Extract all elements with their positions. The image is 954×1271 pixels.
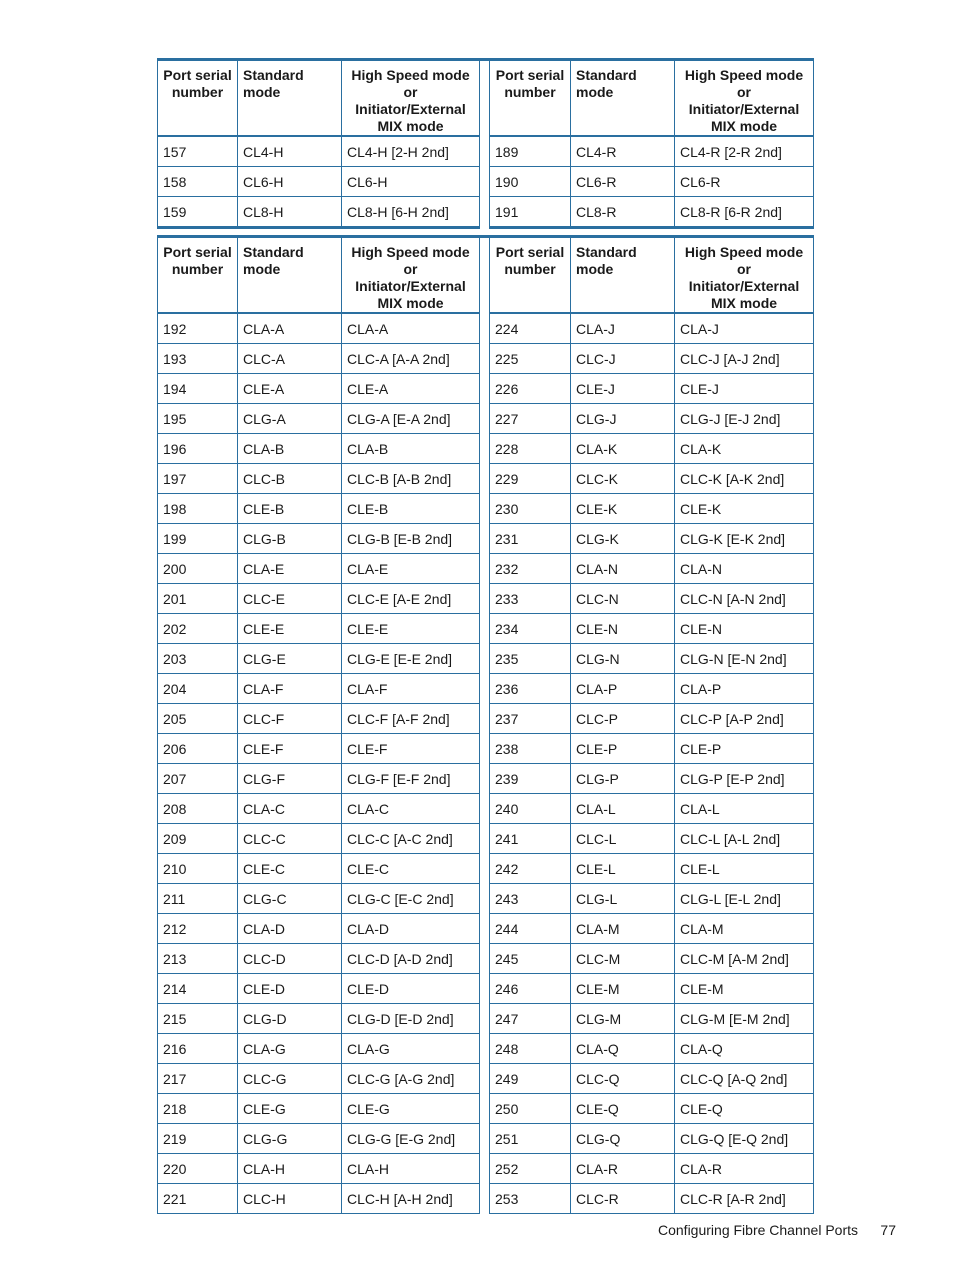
table-cell: CLE-B xyxy=(342,494,480,524)
table-cell: CLC-A xyxy=(238,344,342,374)
header-high-speed-mode: High Speed mode or Initiator/External MIX mode xyxy=(675,60,814,137)
table-cell: CLG-M [E-M 2nd] xyxy=(675,1004,814,1034)
table-row xyxy=(158,614,814,644)
table-cell: CLC-R xyxy=(571,1184,675,1214)
table-row xyxy=(158,1064,814,1094)
table-row xyxy=(158,764,814,794)
table-cell: CLE-L xyxy=(675,854,814,884)
table-cell: 249 xyxy=(490,1064,571,1094)
table-cell: CLC-M [A-M 2nd] xyxy=(675,944,814,974)
table-cell: CLE-N xyxy=(675,614,814,644)
table-cell: 237 xyxy=(490,704,571,734)
table-cell: CLG-B [E-B 2nd] xyxy=(342,524,480,554)
table-cell: 244 xyxy=(490,914,571,944)
table-cell: CLE-E xyxy=(342,614,480,644)
table-cell: CLE-C xyxy=(342,854,480,884)
table-cell: CLA-A xyxy=(342,313,480,344)
table-cell: 211 xyxy=(158,884,238,914)
table-cell: CLA-B xyxy=(342,434,480,464)
table-cell: CLG-G xyxy=(238,1124,342,1154)
table-cell: CLC-E xyxy=(238,584,342,614)
table-cell: 204 xyxy=(158,674,238,704)
table-cell: 248 xyxy=(490,1034,571,1064)
table-cell: CLA-R xyxy=(675,1154,814,1184)
table-cell: CLG-K [E-K 2nd] xyxy=(675,524,814,554)
table-cell: CLA-J xyxy=(675,313,814,344)
table-cell: CL8-R xyxy=(571,197,675,228)
table-cell: CLC-A [A-A 2nd] xyxy=(342,344,480,374)
table-cell: CLE-A xyxy=(342,374,480,404)
table-cell: 246 xyxy=(490,974,571,1004)
table-row xyxy=(158,1184,814,1214)
table-row xyxy=(158,824,814,854)
table-cell: CLE-G xyxy=(238,1094,342,1124)
table-row xyxy=(158,854,814,884)
table-cell: 213 xyxy=(158,944,238,974)
table-cell: CLC-G xyxy=(238,1064,342,1094)
table-cell: CLG-N [E-N 2nd] xyxy=(675,644,814,674)
table-cell: CLC-B xyxy=(238,464,342,494)
table-cell: 158 xyxy=(158,167,238,197)
table-cell: 231 xyxy=(490,524,571,554)
table-cell: CLG-B xyxy=(238,524,342,554)
table-cell: CLG-E [E-E 2nd] xyxy=(342,644,480,674)
table-cell: CLE-D xyxy=(342,974,480,1004)
table-cell: CLA-N xyxy=(675,554,814,584)
table-cell: CLA-Q xyxy=(675,1034,814,1064)
table-cell: CLA-C xyxy=(342,794,480,824)
table-cell: CLE-K xyxy=(571,494,675,524)
header-high-speed-mode: High Speed mode or Initiator/External MIX mode xyxy=(342,60,480,137)
table-row xyxy=(158,1004,814,1034)
table-cell: 190 xyxy=(490,167,571,197)
table-row xyxy=(158,914,814,944)
table-cell: CLG-D [E-D 2nd] xyxy=(342,1004,480,1034)
table-cell: CLE-M xyxy=(571,974,675,1004)
table-cell: CLE-A xyxy=(238,374,342,404)
table-cell: CLC-F [A-F 2nd] xyxy=(342,704,480,734)
table-cell: CLG-A xyxy=(238,404,342,434)
table-cell: CLA-G xyxy=(342,1034,480,1064)
table-cell: CLE-F xyxy=(342,734,480,764)
table-cell: CLG-E xyxy=(238,644,342,674)
footer-title: Configuring Fibre Channel Ports xyxy=(658,1222,858,1238)
table-cell: 245 xyxy=(490,944,571,974)
table-cell: 201 xyxy=(158,584,238,614)
table-cell: 224 xyxy=(490,313,571,344)
table-cell: CLC-C [A-C 2nd] xyxy=(342,824,480,854)
table-cell: 240 xyxy=(490,794,571,824)
table-cell: CLE-J xyxy=(571,374,675,404)
table-cell: CLC-P [A-P 2nd] xyxy=(675,704,814,734)
table-cell: CLA-A xyxy=(238,313,342,344)
table-cell: 233 xyxy=(490,584,571,614)
table-cell: 210 xyxy=(158,854,238,884)
table-cell: CLA-M xyxy=(571,914,675,944)
page-footer xyxy=(0,1222,954,1242)
table-cell: CLG-C xyxy=(238,884,342,914)
header-port-serial: Port serial number xyxy=(158,237,238,314)
table-cell: CLA-F xyxy=(238,674,342,704)
table-cell: CLA-M xyxy=(675,914,814,944)
table-cell: CLG-F xyxy=(238,764,342,794)
table-cell: 226 xyxy=(490,374,571,404)
table-cell: CLC-K [A-K 2nd] xyxy=(675,464,814,494)
table-cell: CLC-H [A-H 2nd] xyxy=(342,1184,480,1214)
table-cell: 159 xyxy=(158,197,238,228)
table-cell: 227 xyxy=(490,404,571,434)
table-cell: 214 xyxy=(158,974,238,1004)
table-cell: CLC-R [A-R 2nd] xyxy=(675,1184,814,1214)
table-cell: CLC-Q [A-Q 2nd] xyxy=(675,1064,814,1094)
table-cell: 225 xyxy=(490,344,571,374)
table-cell: CLA-P xyxy=(675,674,814,704)
table-cell: 239 xyxy=(490,764,571,794)
table-row xyxy=(158,313,814,344)
table-cell: CLA-J xyxy=(571,313,675,344)
table-cell: CL6-R xyxy=(571,167,675,197)
table-cell: CLC-Q xyxy=(571,1064,675,1094)
table-cell: CLC-D [A-D 2nd] xyxy=(342,944,480,974)
table-cell: 235 xyxy=(490,644,571,674)
header-high-speed-mode: High Speed mode or Initiator/External MIX mode xyxy=(675,237,814,314)
table-cell: 193 xyxy=(158,344,238,374)
table-cell: 196 xyxy=(158,434,238,464)
header-standard-mode: Standard mode xyxy=(238,60,342,137)
table-row xyxy=(158,734,814,764)
table-cell: CL8-R [6-R 2nd] xyxy=(675,197,814,228)
table-cell: 192 xyxy=(158,313,238,344)
table-cell: 194 xyxy=(158,374,238,404)
table-cell: CLA-H xyxy=(238,1154,342,1184)
table-cell: CLA-P xyxy=(571,674,675,704)
table-cell: CLC-K xyxy=(571,464,675,494)
table-cell: CLG-G [E-G 2nd] xyxy=(342,1124,480,1154)
table-row xyxy=(158,974,814,1004)
table-cell: CLC-H xyxy=(238,1184,342,1214)
table-row xyxy=(158,1154,814,1184)
table-row xyxy=(158,704,814,734)
table-cell: 229 xyxy=(490,464,571,494)
table-cell: 212 xyxy=(158,914,238,944)
table-cell: 197 xyxy=(158,464,238,494)
table-cell: CL4-R xyxy=(571,136,675,167)
table-cell: CLC-F xyxy=(238,704,342,734)
table-cell: CLC-M xyxy=(571,944,675,974)
table-cell: CLG-L [E-L 2nd] xyxy=(675,884,814,914)
header-port-serial: Port serial number xyxy=(158,60,238,137)
table-row xyxy=(158,434,814,464)
table-cell: CLC-J [A-J 2nd] xyxy=(675,344,814,374)
table-cell: CLA-C xyxy=(238,794,342,824)
table-row xyxy=(158,1034,814,1064)
table-cell: 230 xyxy=(490,494,571,524)
table-cell: CLG-P [E-P 2nd] xyxy=(675,764,814,794)
table-cell: CL4-H [2-H 2nd] xyxy=(342,136,480,167)
table-row xyxy=(158,494,814,524)
table-cell: CLC-P xyxy=(571,704,675,734)
table-cell: CLE-G xyxy=(342,1094,480,1124)
table-cell: 216 xyxy=(158,1034,238,1064)
table-cell: CLC-D xyxy=(238,944,342,974)
table-row xyxy=(158,944,814,974)
table-cell: 251 xyxy=(490,1124,571,1154)
table-row xyxy=(158,644,814,674)
table-cell: CLA-D xyxy=(342,914,480,944)
port-table-2 xyxy=(157,235,814,1214)
table-row xyxy=(158,404,814,434)
table-cell: 191 xyxy=(490,197,571,228)
table-cell: CLE-N xyxy=(571,614,675,644)
table-cell: 247 xyxy=(490,1004,571,1034)
table-cell: 198 xyxy=(158,494,238,524)
table-cell: 243 xyxy=(490,884,571,914)
table-cell: CLA-B xyxy=(238,434,342,464)
header-standard-mode: Standard mode xyxy=(571,237,675,314)
header-standard-mode: Standard mode xyxy=(571,60,675,137)
table-cell: 209 xyxy=(158,824,238,854)
table-cell: 234 xyxy=(490,614,571,644)
table-row xyxy=(158,464,814,494)
table-cell: CLG-M xyxy=(571,1004,675,1034)
table-cell: CLE-P xyxy=(571,734,675,764)
table-cell: CLA-L xyxy=(571,794,675,824)
table-cell: CLG-L xyxy=(571,884,675,914)
table-cell: CLA-D xyxy=(238,914,342,944)
table-cell: CLG-A [E-A 2nd] xyxy=(342,404,480,434)
table-cell: CLA-K xyxy=(571,434,675,464)
table-row xyxy=(158,374,814,404)
table-cell: 253 xyxy=(490,1184,571,1214)
table-cell: 220 xyxy=(158,1154,238,1184)
table-cell: 208 xyxy=(158,794,238,824)
table-cell: CLA-E xyxy=(238,554,342,584)
table-cell: CLG-D xyxy=(238,1004,342,1034)
table-cell: 250 xyxy=(490,1094,571,1124)
table-cell: 195 xyxy=(158,404,238,434)
table-cell: CLA-F xyxy=(342,674,480,704)
table-cell: CLG-F [E-F 2nd] xyxy=(342,764,480,794)
table-cell: 189 xyxy=(490,136,571,167)
table-cell: CLE-F xyxy=(238,734,342,764)
table-cell: CLC-N [A-N 2nd] xyxy=(675,584,814,614)
table-cell: CLC-L xyxy=(571,824,675,854)
table-row xyxy=(158,197,814,228)
table-cell: CLA-Q xyxy=(571,1034,675,1064)
table-cell: CL8-H [6-H 2nd] xyxy=(342,197,480,228)
table-cell: CL4-R [2-R 2nd] xyxy=(675,136,814,167)
table-cell: CLG-N xyxy=(571,644,675,674)
table-row xyxy=(158,584,814,614)
table-row xyxy=(158,794,814,824)
table-cell: CLG-P xyxy=(571,764,675,794)
table-cell: CLA-K xyxy=(675,434,814,464)
table-cell: 219 xyxy=(158,1124,238,1154)
table-cell: CLE-Q xyxy=(571,1094,675,1124)
table-cell: 199 xyxy=(158,524,238,554)
table-cell: CLE-J xyxy=(675,374,814,404)
table-cell: 206 xyxy=(158,734,238,764)
table-cell: CLC-E [A-E 2nd] xyxy=(342,584,480,614)
table-cell: CLA-H xyxy=(342,1154,480,1184)
table-cell: CLG-Q [E-Q 2nd] xyxy=(675,1124,814,1154)
table-cell: 228 xyxy=(490,434,571,464)
table-cell: CLE-Q xyxy=(675,1094,814,1124)
table-cell: CLA-N xyxy=(571,554,675,584)
table-cell: CLC-B [A-B 2nd] xyxy=(342,464,480,494)
header-high-speed-mode: High Speed mode or Initiator/External MIX mode xyxy=(342,237,480,314)
table-cell: CLE-M xyxy=(675,974,814,1004)
table-cell: 207 xyxy=(158,764,238,794)
table-row xyxy=(158,1124,814,1154)
table-row xyxy=(158,1094,814,1124)
table-cell: 157 xyxy=(158,136,238,167)
table-row xyxy=(158,884,814,914)
table-cell: 202 xyxy=(158,614,238,644)
table-cell: CLE-K xyxy=(675,494,814,524)
table-cell: CLG-Q xyxy=(571,1124,675,1154)
table-row xyxy=(158,167,814,197)
table-cell: 217 xyxy=(158,1064,238,1094)
table-cell: CLC-J xyxy=(571,344,675,374)
table-cell: 232 xyxy=(490,554,571,584)
table-cell: 203 xyxy=(158,644,238,674)
table-cell: CL4-H xyxy=(238,136,342,167)
table-row xyxy=(158,554,814,584)
table-cell: 241 xyxy=(490,824,571,854)
table-cell: CLG-K xyxy=(571,524,675,554)
header-standard-mode: Standard mode xyxy=(238,237,342,314)
table-cell: CLA-E xyxy=(342,554,480,584)
table-cell: CL6-H xyxy=(342,167,480,197)
table-cell: CLC-C xyxy=(238,824,342,854)
table-cell: 221 xyxy=(158,1184,238,1214)
table-cell: CLA-G xyxy=(238,1034,342,1064)
table-cell: CLE-L xyxy=(571,854,675,884)
header-port-serial: Port serial number xyxy=(490,60,571,137)
table-cell: CLG-J [E-J 2nd] xyxy=(675,404,814,434)
table-cell: CL8-H xyxy=(238,197,342,228)
table-cell: CLC-L [A-L 2nd] xyxy=(675,824,814,854)
port-table-1 xyxy=(157,58,814,229)
table-cell: CLE-P xyxy=(675,734,814,764)
table-cell: CLE-B xyxy=(238,494,342,524)
table-cell: CLE-C xyxy=(238,854,342,884)
table-cell: CLE-E xyxy=(238,614,342,644)
table-cell: 205 xyxy=(158,704,238,734)
table-cell: CL6-H xyxy=(238,167,342,197)
table-cell: CL6-R xyxy=(675,167,814,197)
table-cell: 238 xyxy=(490,734,571,764)
header-port-serial: Port serial number xyxy=(490,237,571,314)
table-cell: 200 xyxy=(158,554,238,584)
table-cell: CLC-G [A-G 2nd] xyxy=(342,1064,480,1094)
table-row xyxy=(158,136,814,167)
table-cell: 236 xyxy=(490,674,571,704)
table-cell: 252 xyxy=(490,1154,571,1184)
table-cell: 242 xyxy=(490,854,571,884)
table-cell: CLE-D xyxy=(238,974,342,1004)
table-row xyxy=(158,674,814,704)
table-cell: CLG-C [E-C 2nd] xyxy=(342,884,480,914)
table-cell: CLC-N xyxy=(571,584,675,614)
table-cell: 218 xyxy=(158,1094,238,1124)
table-row xyxy=(158,524,814,554)
table-cell: CLG-J xyxy=(571,404,675,434)
table-cell: 215 xyxy=(158,1004,238,1034)
table-cell: CLA-L xyxy=(675,794,814,824)
page-number: 77 xyxy=(880,1222,896,1238)
table-row xyxy=(158,344,814,374)
table-cell: CLA-R xyxy=(571,1154,675,1184)
